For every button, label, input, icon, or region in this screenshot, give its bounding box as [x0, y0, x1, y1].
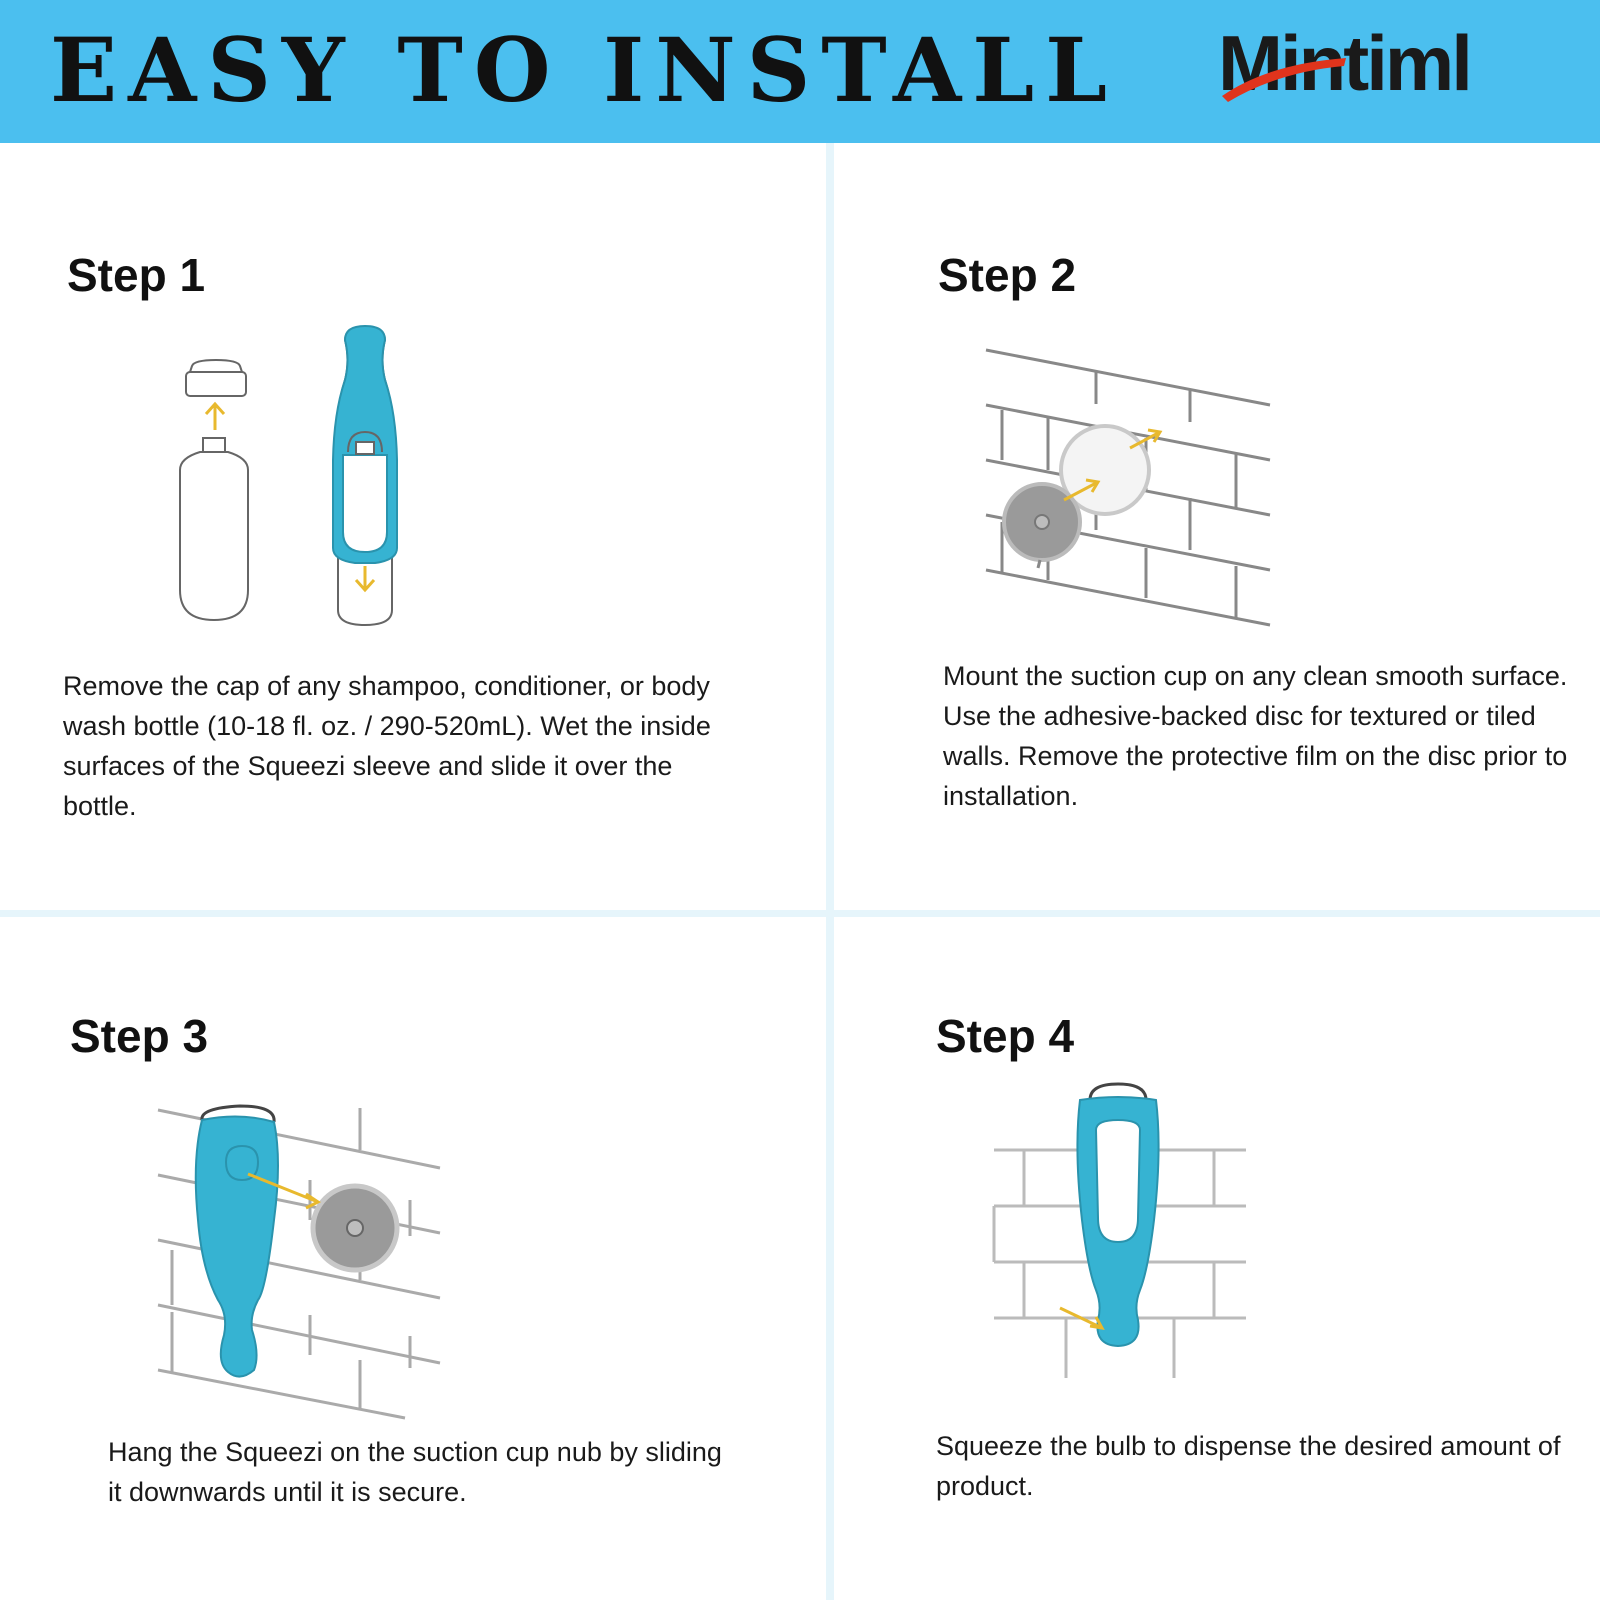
step-1-illustration	[160, 320, 420, 630]
step-2-title: Step 2	[938, 249, 1077, 301]
step-4-description: Squeeze the bulb to dispense the desired amount of product.	[936, 1431, 1561, 1501]
vertical-divider	[826, 143, 834, 1600]
step-2-illustration	[980, 340, 1280, 640]
step-3-illustration	[150, 1100, 450, 1420]
step-3-description: Hang the Squeezi on the suction cup nub by sliding it downwards until it is secure.	[108, 1437, 722, 1507]
sleeve-icon	[196, 1116, 278, 1376]
step-4-illustration	[990, 1070, 1250, 1390]
page-title: EASY TO INSTALL	[50, 18, 1118, 122]
step-1-description: Remove the cap of any shampoo, conditioner, or body wash bottle (10-18 fl. oz. / 290-520mL). Wet the inside surfaces of the Squeezi sleeve and slide it over the bottle.	[63, 671, 711, 821]
header-banner	[0, 0, 1600, 143]
brand-name: Mintiml	[1218, 19, 1470, 107]
brand-swoosh-icon	[1218, 24, 1358, 108]
step-4-title: Step 4	[936, 1010, 1075, 1062]
step-2-description: Mount the suction cup on any clean smooth surface. Use the adhesive-backed disc for textured or tiled walls. Remove the protective film on the disc prior to installation.	[943, 661, 1568, 811]
step-1-title: Step 1	[67, 249, 206, 301]
step-3-title: Step 3	[70, 1010, 209, 1062]
horizontal-divider	[0, 910, 1600, 917]
bottle-window-icon	[1096, 1120, 1140, 1242]
brand-logo	[1218, 19, 1518, 108]
